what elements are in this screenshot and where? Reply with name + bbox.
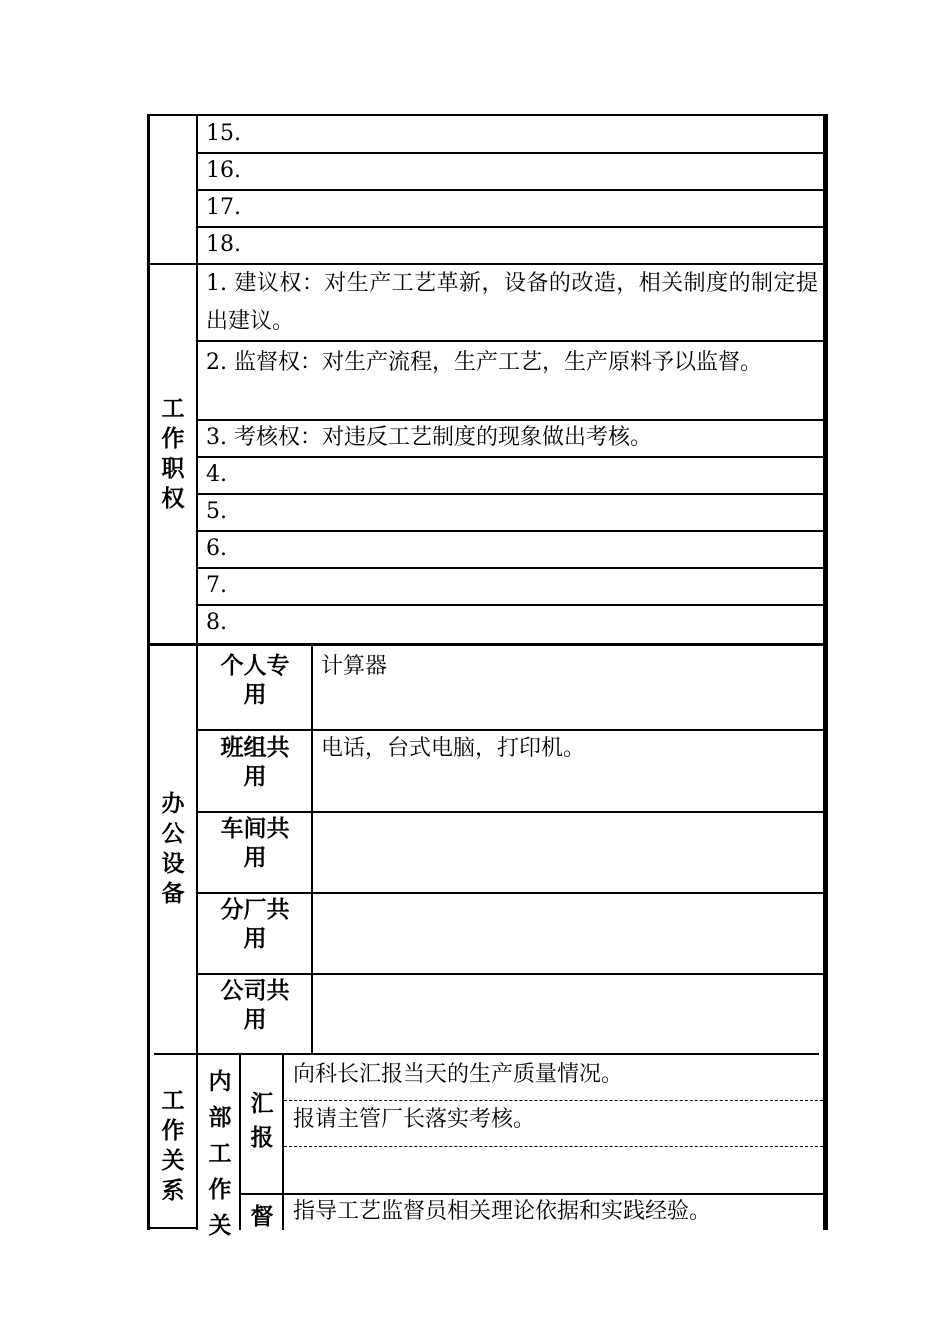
row-divider	[198, 152, 823, 154]
table-right-border	[823, 114, 828, 1230]
report-label: 汇报	[250, 1091, 274, 1151]
row-divider	[198, 189, 823, 191]
authority-item: 2. 监督权：对生产流程，生产工艺，生产原料予以监督。	[206, 350, 762, 375]
relations-sub-divider	[239, 1055, 241, 1230]
row-divider	[198, 226, 823, 228]
relations-content-divider	[282, 1055, 284, 1230]
table-top-border	[147, 114, 828, 116]
supervise-label: 督	[250, 1204, 274, 1230]
equipment-column-divider	[311, 646, 313, 1053]
continued-row-text: 15.	[206, 121, 241, 146]
row-divider	[198, 811, 823, 813]
row-divider	[198, 604, 823, 606]
report-item: 报请主管厂长落实考核。	[293, 1107, 536, 1132]
row-divider	[198, 973, 823, 975]
row-divider	[198, 530, 823, 532]
equipment-category: 车间共用	[220, 816, 290, 871]
continued-row-text: 16.	[206, 158, 241, 183]
authority-item: 5.	[206, 499, 227, 524]
equipment-category: 分厂共用	[220, 897, 290, 952]
label-column-bottom	[150, 1227, 196, 1229]
equipment-value: 电话，台式电脑，打印机。	[321, 736, 586, 761]
authority-section-heading: 工作职权	[161, 396, 185, 512]
section-divider-thick	[150, 643, 823, 646]
equipment-category: 个人专用	[220, 653, 290, 708]
authority-item: 6.	[206, 536, 227, 561]
report-item: 向科长汇报当天的生产质量情况。	[293, 1062, 624, 1087]
equipment-category: 班组共用	[220, 735, 290, 790]
continued-row-text: 18.	[206, 232, 241, 257]
section-divider	[154, 1053, 819, 1055]
row-divider	[198, 456, 823, 458]
authority-item: 7.	[206, 573, 227, 598]
authority-item: 3. 考核权：对违反工艺制度的现象做出考核。	[206, 425, 652, 450]
equipment-category: 公司共用	[220, 978, 290, 1033]
authority-item: 1. 建议权：对生产工艺革新，设备的改造，相关制度的制定提出建议。	[206, 271, 818, 334]
row-divider	[198, 340, 823, 342]
continued-row-text: 17.	[206, 195, 241, 220]
authority-item: 4.	[206, 462, 227, 487]
table-left-border	[147, 114, 150, 1230]
supervise-item: 指导工艺监督员相关理论依据和实践经验。	[293, 1199, 712, 1224]
internal-relations-heading: 内部工作关	[208, 1069, 232, 1239]
relations-section-heading: 工作关系	[161, 1088, 185, 1204]
dashed-separator	[284, 1146, 823, 1147]
label-column-divider	[196, 114, 198, 1230]
equipment-value: 计算器	[321, 654, 388, 679]
row-divider	[198, 567, 823, 569]
row-divider	[198, 493, 823, 495]
equipment-section-heading: 办公设备	[161, 791, 185, 907]
row-divider	[198, 892, 823, 894]
authority-item: 8.	[206, 610, 227, 635]
